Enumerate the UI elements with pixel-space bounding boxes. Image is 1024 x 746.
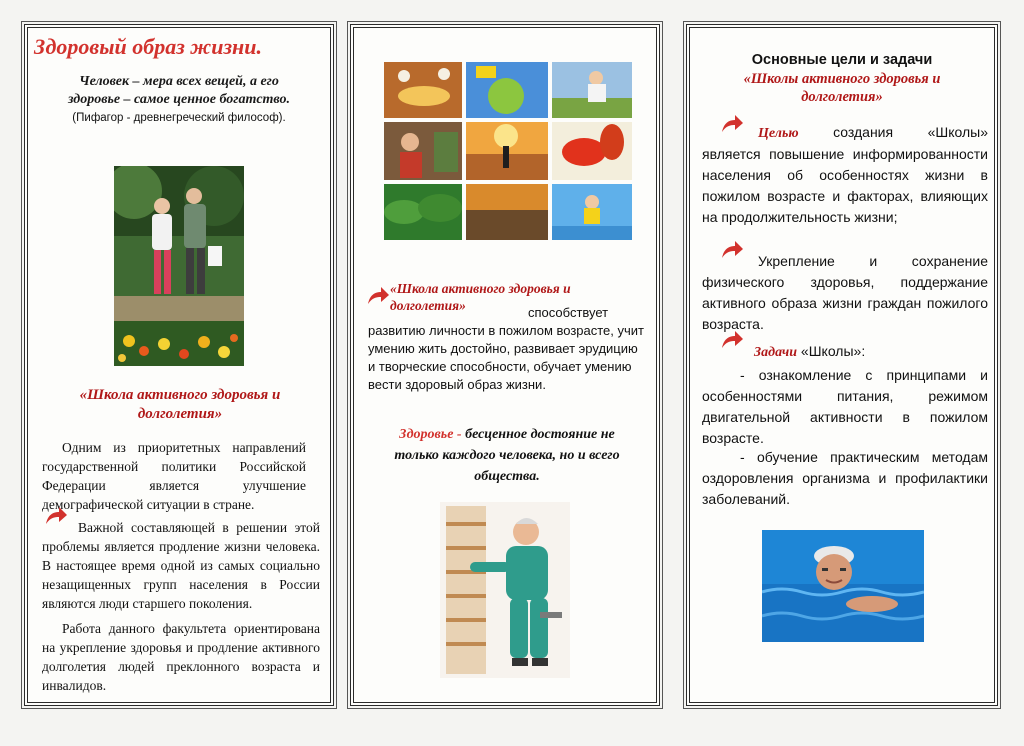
health-goal-paragraph: Укрепление и сохранение физического здоровья, поддержание активного образа жизни граждан пожилого возраста.	[702, 253, 988, 332]
goal-label: Целью	[758, 126, 799, 141]
health-statement-rest: бесценное достояние не только каждого человека, но и всего общества.	[394, 427, 620, 484]
quote-line-2: здоровье – самое ценное богатство.	[67, 92, 291, 107]
page-title: Здоровый образ жизни.	[34, 34, 263, 59]
quote-line-1: Человек – мера всех вещей, а его	[79, 74, 279, 89]
brochure-panel-middle	[350, 24, 660, 706]
tasks-heading-rest: «Школы»:	[800, 343, 866, 359]
goal-text: создания «Школы» является повышение информированности населения об особенностях жизни в пожилом возрасте и факторах, влияющих на продолжительность жизни;	[702, 124, 988, 225]
red-arrow-icon	[720, 330, 744, 350]
health-value-statement	[376, 424, 638, 487]
healthy-lifestyle-collage	[384, 62, 632, 240]
tasks-label: Задачи	[754, 345, 798, 360]
health-word: Здоровье -	[399, 427, 462, 442]
school-name-inline: «Школа активного здоровья и долголетия»	[390, 281, 571, 313]
red-arrow-icon	[366, 286, 390, 306]
elderly-couple-walking-photo	[114, 166, 244, 366]
school-description-paragraph: способствует развитию личности в пожилом возрасте, учит умению жить достойно, развивает эрудицию и творческие способности, обучает умению вести здоровый образ жизни.	[368, 305, 645, 392]
elderly-woman-exercising-photo	[440, 502, 570, 678]
elderly-man-swimming-photo	[762, 530, 924, 642]
task-training: - обучение практическим методам оздоровления организма и профилактики заболеваний.	[702, 449, 988, 507]
task-nutrition: - ознакомление с принципами и особенностями питания, режимом двигательной активности в пожилом возрасте.	[702, 367, 988, 446]
intro-paragraph: Одним из приоритетных направлений государственной политики Российской Федерации является улучшение демографической ситуации в стране.	[42, 440, 306, 512]
brochure-panel-right	[686, 24, 998, 706]
brochure-panel-left	[24, 24, 334, 706]
quote-attribution: (Пифагор - древнегреческий философ).	[72, 112, 286, 124]
goal-paragraph	[702, 122, 988, 228]
problem-paragraph: Важной составляющей в решении этой проблемы является продление жизни человека. В настоящее время одной из самых социально незащищенных групп населения в России являются люди старшего поколения.	[42, 520, 320, 611]
goals-heading: Основные цели и задачи	[751, 52, 933, 68]
faculty-paragraph: Работа данного факультета ориентирована на укрепление здоровья и продление активного долголетия людей преклонного возраста и инвалидов.	[42, 621, 320, 693]
school-name-heading: «Школа активного здоровья и долголетия»	[79, 387, 281, 422]
school-name-heading: «Школы активного здоровья и долголетия»	[743, 71, 941, 105]
tasks-heading	[754, 343, 984, 361]
